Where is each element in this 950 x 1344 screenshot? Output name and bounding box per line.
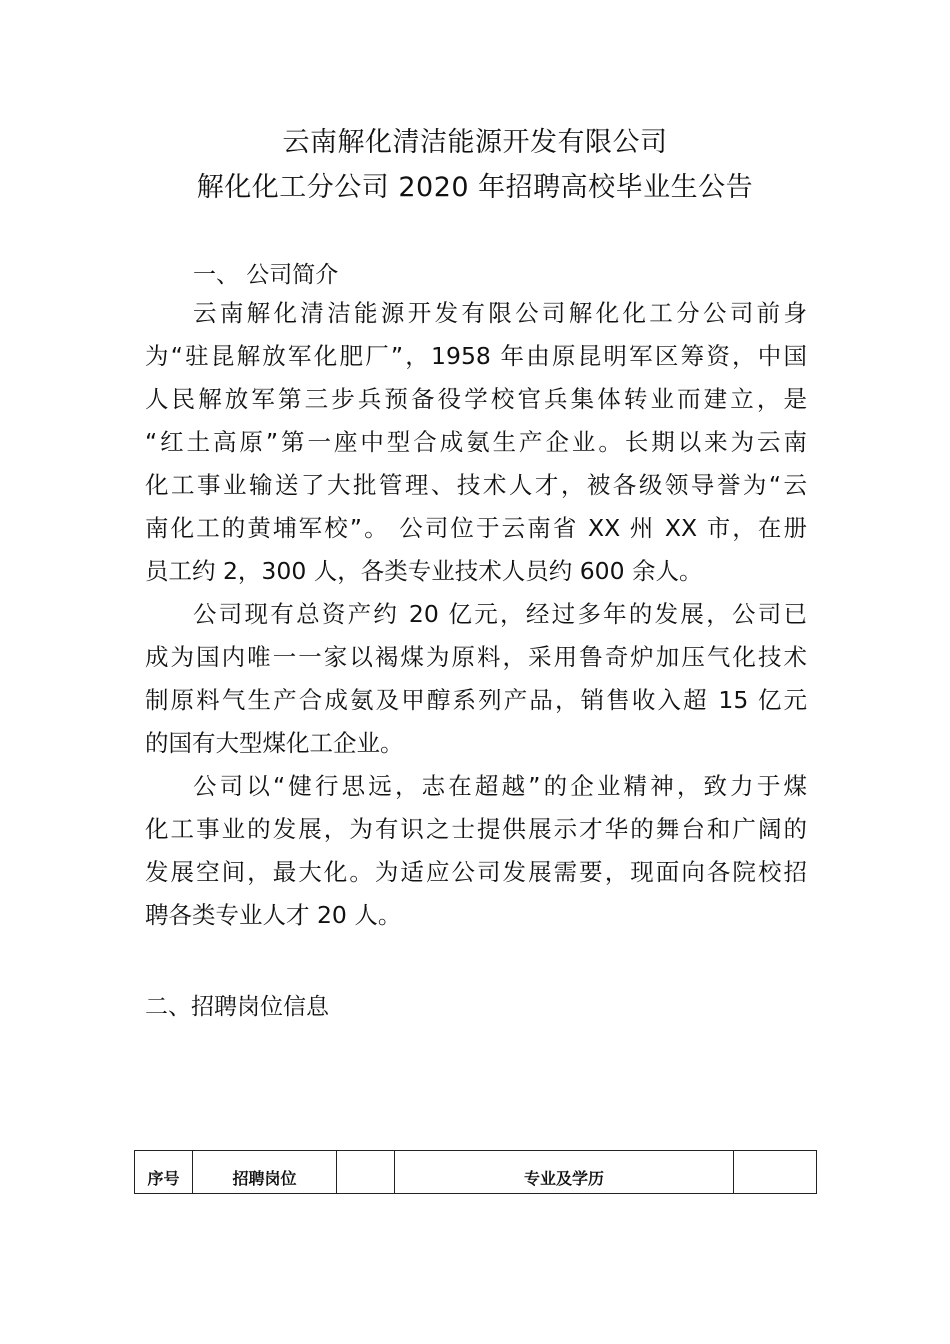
paragraph-line: 聘各类专业人才 20 人。 (145, 901, 402, 929)
table-header-cell-position: 招聘岗位 (193, 1151, 337, 1194)
document-title-line1: 云南解化清洁能源开发有限公司 (282, 127, 668, 158)
table-header-cell-blank (734, 1151, 817, 1194)
paragraph-line: 公司以“健行思远，志在超越”的企业精神，致力于煤 (193, 772, 807, 800)
paragraph-line: 发展空间，最大化。为适应公司发展需要，现面向各院校招 (145, 858, 807, 886)
table-header-cell-index: 序号 (135, 1151, 193, 1194)
paragraph-line: 云南解化清洁能源开发有限公司解化化工分公司前身 (193, 299, 807, 327)
paragraph-line: 员工约 2，300 人，各类专业技术人员约 600 余人。 (145, 557, 703, 585)
paragraph-line: 为“驻昆解放军化肥厂”，1958 年由原昆明军区筹资，中国 (145, 342, 807, 370)
paragraph-line: 制原料气生产合成氨及甲醇系列产品，销售收入超 15 亿元 (145, 686, 807, 714)
paragraph-line: 化工事业的发展，为有识之士提供展示才华的舞台和广阔的 (145, 815, 807, 843)
section-heading-company-intro: 一、 公司简介 (193, 262, 339, 288)
table-header-cell-blank (337, 1151, 395, 1194)
document-title-line2: 解化化工分公司 2020 年招聘高校毕业生公告 (196, 172, 754, 203)
paragraph-line: 成为国内唯一一家以褐煤为原料，采用鲁奇炉加压气化技术 (145, 643, 807, 671)
positions-table (134, 1150, 817, 1194)
table-header-row (135, 1151, 817, 1194)
paragraph-line: 化工事业输送了大批管理、技术人才，被各级领导誉为“云 (145, 471, 807, 499)
paragraph-line: 人民解放军第三步兵预备役学校官兵集体转业而建立，是 (145, 385, 807, 413)
paragraph-line: 的国有大型煤化工企业。 (145, 729, 404, 757)
paragraph-line: 南化工的黄埔军校”。 公司位于云南省 XX 州 XX 市，在册 (145, 514, 807, 542)
table-header-cell-major-education: 专业及学历 (395, 1151, 734, 1194)
section-heading-positions: 二、招聘岗位信息 (145, 994, 329, 1020)
paragraph-line: “红土高原”第一座中型合成氨生产企业。长期以来为云南 (145, 428, 807, 456)
paragraph-line: 公司现有总资产约 20 亿元，经过多年的发展，公司已 (193, 600, 807, 628)
